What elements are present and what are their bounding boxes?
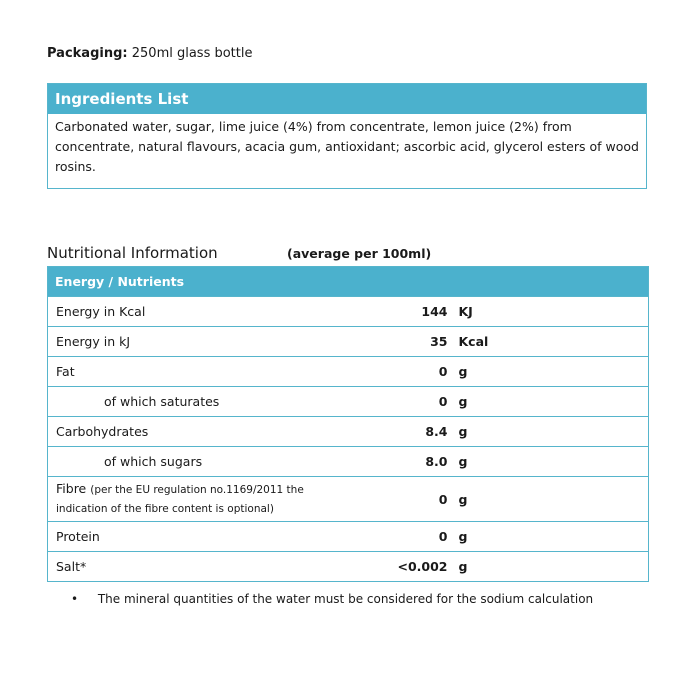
packaging-line	[47, 45, 253, 63]
table-row	[48, 297, 649, 327]
table-row	[48, 447, 649, 477]
row-label: Salt*	[48, 552, 348, 582]
row-unit: g	[448, 357, 649, 387]
row-unit: g	[448, 477, 649, 522]
row-unit: g	[448, 522, 649, 552]
nutrition-title: Nutritional Information	[47, 244, 218, 262]
row-label: Protein	[48, 522, 348, 552]
row-value: 8.0	[348, 447, 448, 477]
table-row	[48, 522, 649, 552]
row-value: 0	[348, 522, 448, 552]
table-row	[48, 387, 649, 417]
packaging-label: Packaging:	[47, 46, 128, 61]
ingredients-heading: Ingredients List	[48, 84, 646, 115]
table-header-row	[48, 267, 649, 297]
table-row	[48, 327, 649, 357]
row-unit: g	[448, 387, 649, 417]
bullet-icon: •	[71, 592, 79, 606]
row-value: <0.002	[348, 552, 448, 582]
footnote	[71, 590, 593, 608]
table-header: Energy / Nutrients	[48, 267, 649, 297]
row-value: 0	[348, 357, 448, 387]
fibre-note: (per the EU regulation no.1169/2011 the indication of the fibre content is optional)	[56, 484, 304, 515]
row-label: Fibre	[56, 481, 87, 496]
row-unit: g	[448, 447, 649, 477]
row-label: Carbohydrates	[48, 417, 348, 447]
row-unit: g	[448, 552, 649, 582]
row-unit: g	[448, 417, 649, 447]
row-value: 144	[348, 297, 448, 327]
table-row	[48, 477, 649, 522]
ingredients-box	[47, 83, 647, 189]
row-label-fibre	[48, 477, 348, 522]
table-row	[48, 357, 649, 387]
row-label: of which sugars	[48, 447, 348, 477]
row-label: Energy in Kcal	[48, 297, 348, 327]
row-unit: KJ	[448, 297, 649, 327]
footnote-text: The mineral quantities of the water must be considered for the sodium calculation	[97, 592, 594, 606]
table-row	[48, 417, 649, 447]
packaging-value: 250ml glass bottle	[131, 46, 253, 61]
row-label: of which saturates	[48, 387, 348, 417]
nutrition-table	[47, 266, 649, 582]
row-value: 0	[348, 477, 448, 522]
row-label: Energy in kJ	[48, 327, 348, 357]
ingredients-text: Carbonated water, sugar, lime juice (4%) from concentrate, lemon juice (2%) from concentrate, natural flavours, acacia gum, antioxidant; ascorbic acid, glycerol esters of wood rosins.	[55, 119, 639, 174]
row-unit: Kcal	[448, 327, 649, 357]
row-value: 0	[348, 387, 448, 417]
row-value: 8.4	[348, 417, 448, 447]
nutrition-subtitle: (average per 100ml)	[287, 246, 432, 261]
table-row	[48, 552, 649, 582]
row-value: 35	[348, 327, 448, 357]
row-label: Fat	[48, 357, 348, 387]
